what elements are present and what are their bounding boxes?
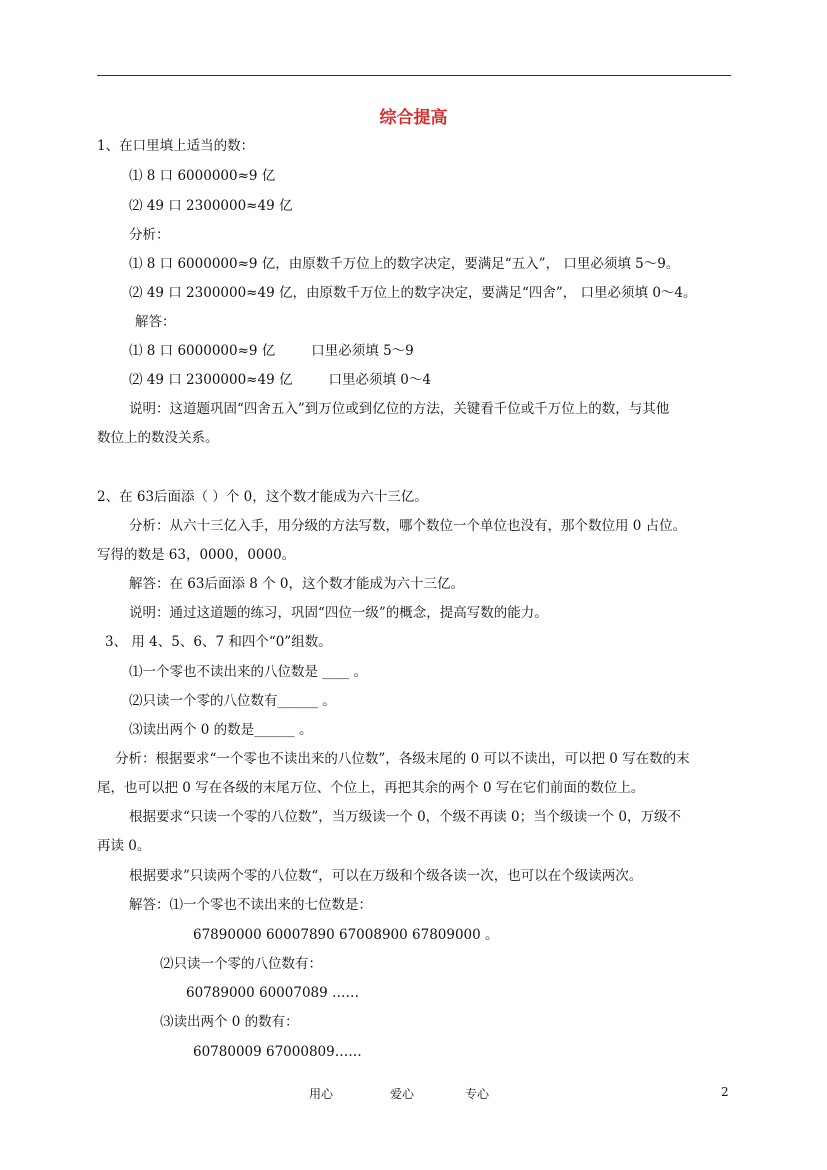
q3-analysis-5: 根据要求”只读两个零的八位数“，可以在万级和个级各读一次，也可以在个级读两次。	[129, 868, 643, 884]
q2-analysis-1: 分析：从六十三亿入手，用分级的方法写数，哪个数位一个单位也没有，那个数位用 0 占位。	[129, 518, 687, 534]
q1-answer-2-expr: ⑵ 49 口 2300000≈49 亿	[129, 372, 293, 388]
q1-answer-1-expr: ⑴ 8 口 6000000≈9 亿	[129, 343, 276, 359]
q3-answer-label: 解答：⑴一个零也不读出来的七位数是：	[129, 897, 372, 913]
footer-middle: 爱心	[390, 1087, 415, 1101]
q3-analysis-2: 尾，也可以把 0 写在各级的末尾万位、个位上，再把其余的两个 0 写在它们前面的数位上。	[97, 780, 645, 796]
q3-analysis-1: 分析：根据要求“一个零也不读出来的八位数”，各级末尾的 0 可以不读出，可以把 0 写在数的末	[115, 751, 690, 767]
q1-analysis-1: ⑴ 8 口 6000000≈9 亿，由原数千万位上的数字决定，要满足“五入”， 口里必须填 5～9。	[129, 256, 680, 272]
q3-item-2: ⑵只读一个零的八位数有______ 。	[129, 693, 336, 709]
q3-item-1: ⑴一个零也不读出来的八位数是 ____ 。	[129, 664, 368, 680]
q1-note-1: 说明：这道题巩固“四舍五入”到万位或到亿位的方法，关键看千位或千万位上的数，与其他	[129, 401, 670, 417]
q2-analysis-2: 写得的数是 63，0000，0000。	[97, 547, 296, 563]
q2-note: 说明：通过这道题的练习，巩固“四位一级”的概念，提高写数的能力。	[129, 605, 548, 621]
q2-stem: 2、在 63后面添（ ）个 0，这个数才能成为六十三亿。	[97, 489, 428, 505]
page-title: 综合提高	[379, 108, 448, 128]
q1-answer-1	[129, 341, 414, 361]
q1-item-1: ⑴ 8 口 6000000≈9 亿	[129, 168, 276, 184]
q3-answer-3: 60780009 67000809……	[193, 1044, 362, 1060]
q3-analysis-4: 再读 0。	[97, 838, 151, 854]
page-number: 2	[721, 1085, 729, 1099]
q2-answer: 解答：在 63后面添 8 个 0，这个数才能成为六十三亿。	[129, 576, 465, 592]
q3-answer-3-label: ⑶读出两个 0 的数有：	[160, 1014, 299, 1030]
q1-stem: 1、在口里填上适当的数：	[97, 138, 255, 154]
q1-analysis-label: 分析：	[129, 227, 170, 243]
q1-answer-2-result: 口里必须填 0～4	[328, 372, 431, 388]
q1-answer-1-result: 口里必须填 5～9	[311, 343, 414, 359]
q3-stem: 3、 用 4、5、6、7 和四个“0”组数。	[105, 634, 332, 650]
q3-analysis-3: 根据要求“只读一个零的八位数”，当万级读一个 0，个级不再读 0；当个级读一个 0，万级不	[129, 809, 681, 825]
q1-item-2: ⑵ 49 口 2300000≈49 亿	[129, 198, 293, 214]
q3-answer-2: 60789000 60007089 ……	[186, 985, 360, 1001]
q3-answer-1: 67890000 60007890 67008900 67809000 。	[193, 927, 499, 943]
q1-answer-2	[129, 370, 431, 390]
footer-left: 用心	[309, 1087, 334, 1101]
header-rule	[97, 75, 731, 76]
q1-note-2: 数位上的数没关系。	[97, 430, 219, 446]
q3-answer-2-label: ⑵只读一个零的八位数有：	[160, 956, 322, 972]
footer-right: 专心	[465, 1087, 490, 1101]
q1-analysis-2: ⑵ 49 口 2300000≈49 亿，由原数千万位上的数字决定，要满足“四舍”， 口里必须填 0～4。	[129, 285, 697, 301]
q1-answer-label: 解答：	[135, 314, 176, 330]
q3-item-3: ⑶读出两个 0 的数是______ 。	[129, 722, 313, 738]
